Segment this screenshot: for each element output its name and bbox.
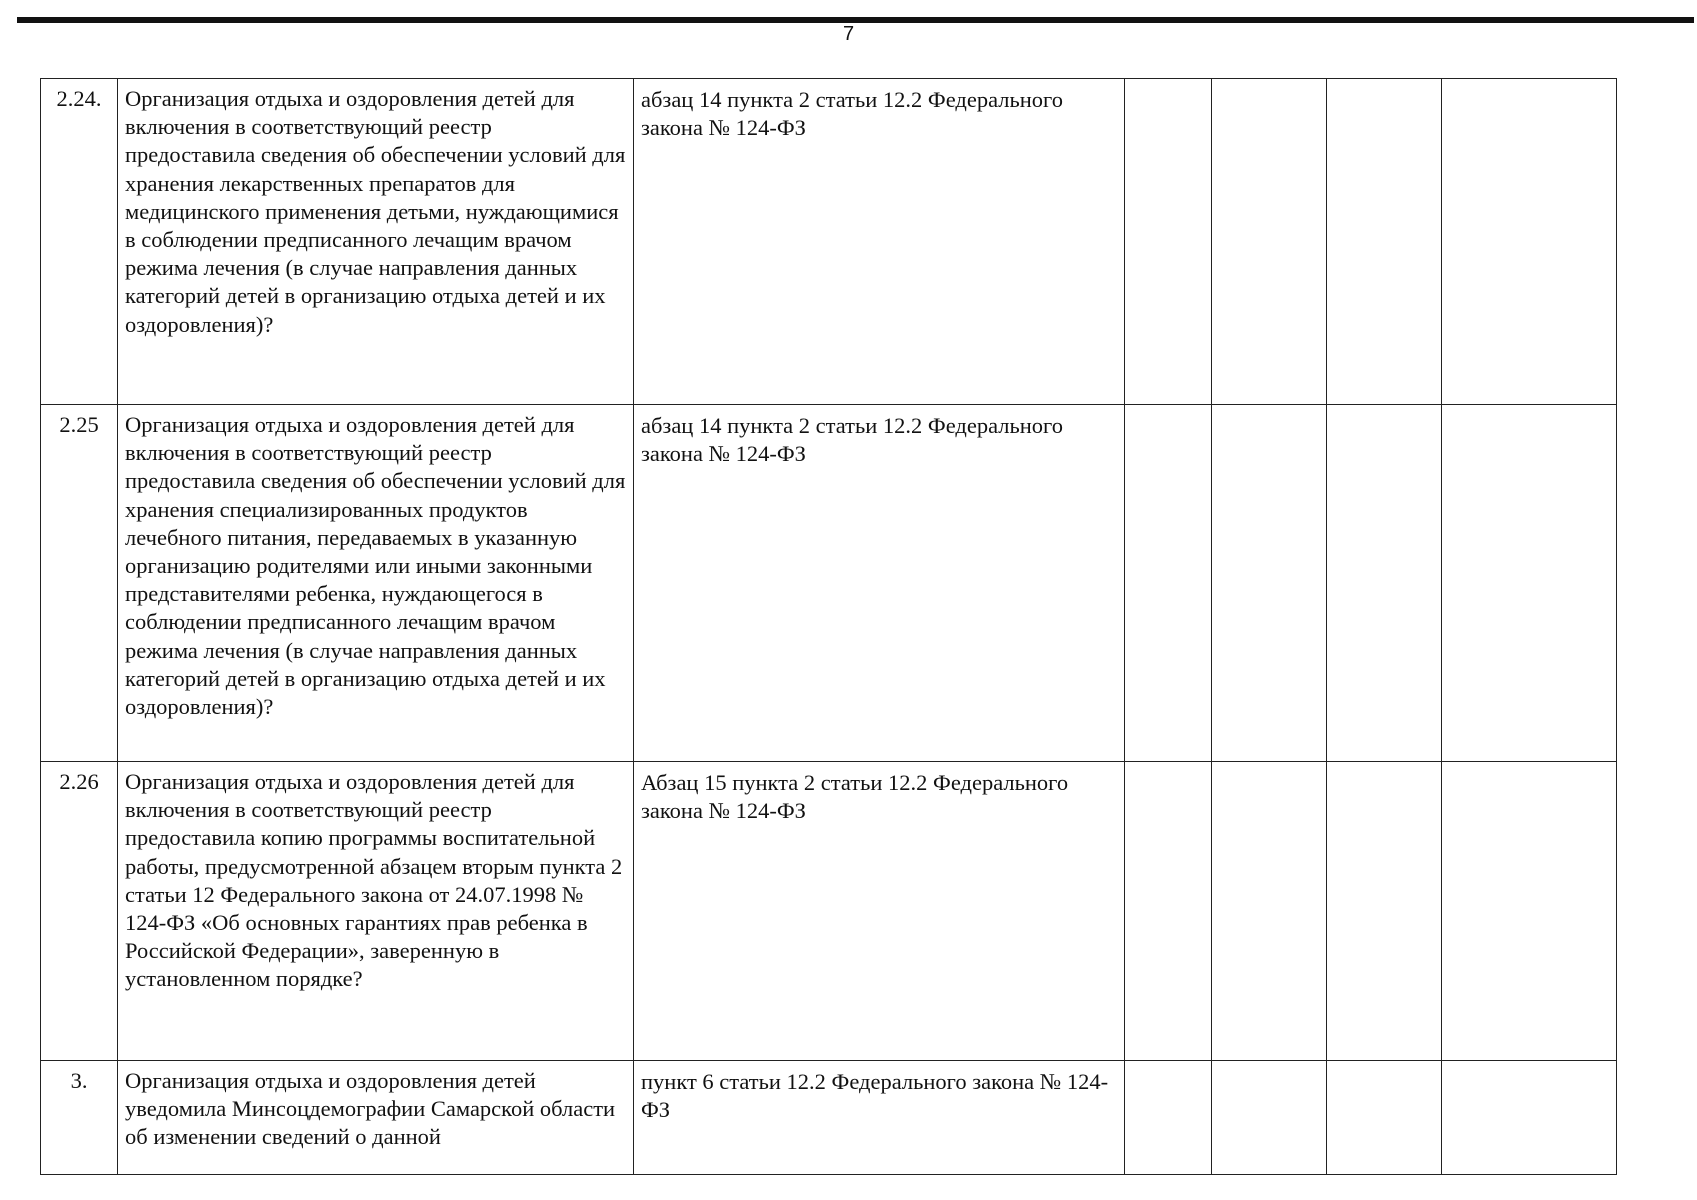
answer-cell bbox=[1212, 762, 1327, 1061]
requirement-text: Организация отдыха и оздоровления детей для включения в соответствующий реестр предоставила сведения об обеспечении условий для хранения лекарственных препаратов для медицинского применения детьми, нуждающимися в соблюдении предписанного лечащим врачом режима лечения (в случае направления данных категорий детей в организацию отдыха детей и их оздоровления)? bbox=[118, 79, 634, 405]
notes-cell bbox=[1442, 762, 1617, 1061]
answer-cell bbox=[1212, 79, 1327, 405]
answer-cell bbox=[1212, 1061, 1327, 1175]
legal-reference: абзац 14 пункта 2 статьи 12.2 Федерального закона № 124-ФЗ bbox=[634, 405, 1125, 762]
notes-cell bbox=[1442, 79, 1617, 405]
answer-cell bbox=[1125, 405, 1212, 762]
table-row bbox=[41, 79, 1617, 405]
table-row bbox=[41, 1061, 1617, 1175]
row-number: 2.24. bbox=[41, 79, 118, 405]
row-number: 3. bbox=[41, 1061, 118, 1175]
requirement-text: Организация отдыха и оздоровления детей для включения в соответствующий реестр предоставила сведения об обеспечении условий для хранения специализированных продуктов лечебного питания, передаваемых в указанную организацию родителями или иными законными представителями ребенка, нуждающегося в соблюдении предписанного лечащим врачом режима лечения (в случае направления данных категорий детей в организацию отдыха детей и их оздоровления)? bbox=[118, 405, 634, 762]
legal-reference: Абзац 15 пункта 2 статьи 12.2 Федерального закона № 124-ФЗ bbox=[634, 762, 1125, 1061]
answer-cell bbox=[1327, 762, 1442, 1061]
checklist-table bbox=[40, 78, 1617, 1175]
answer-cell bbox=[1125, 762, 1212, 1061]
answer-cell bbox=[1125, 1061, 1212, 1175]
requirement-text: Организация отдыха и оздоровления детей уведомила Минсоцдемографии Самарской области об изменении сведений о данной bbox=[118, 1061, 634, 1175]
notes-cell bbox=[1442, 1061, 1617, 1175]
answer-cell bbox=[1327, 1061, 1442, 1175]
page-number: 7 bbox=[842, 23, 855, 45]
row-number: 2.26 bbox=[41, 762, 118, 1061]
legal-reference: абзац 14 пункта 2 статьи 12.2 Федерального закона № 124-ФЗ bbox=[634, 79, 1125, 405]
requirement-text: Организация отдыха и оздоровления детей для включения в соответствующий реестр предоставила копию программы воспитательной работы, предусмотренной абзацем вторым пункта 2 статьи 12 Федерального закона от 24.07.1998 № 124-ФЗ «Об основных гарантиях прав ребенка в Российской Федерации», заверенную в установленном порядке? bbox=[118, 762, 634, 1061]
answer-cell bbox=[1327, 79, 1442, 405]
table-row bbox=[41, 762, 1617, 1061]
answer-cell bbox=[1327, 405, 1442, 762]
row-number: 2.25 bbox=[41, 405, 118, 762]
legal-reference: пункт 6 статьи 12.2 Федерального закона № 124-ФЗ bbox=[634, 1061, 1125, 1175]
answer-cell bbox=[1125, 79, 1212, 405]
table-row bbox=[41, 405, 1617, 762]
answer-cell bbox=[1212, 405, 1327, 762]
notes-cell bbox=[1442, 405, 1617, 762]
